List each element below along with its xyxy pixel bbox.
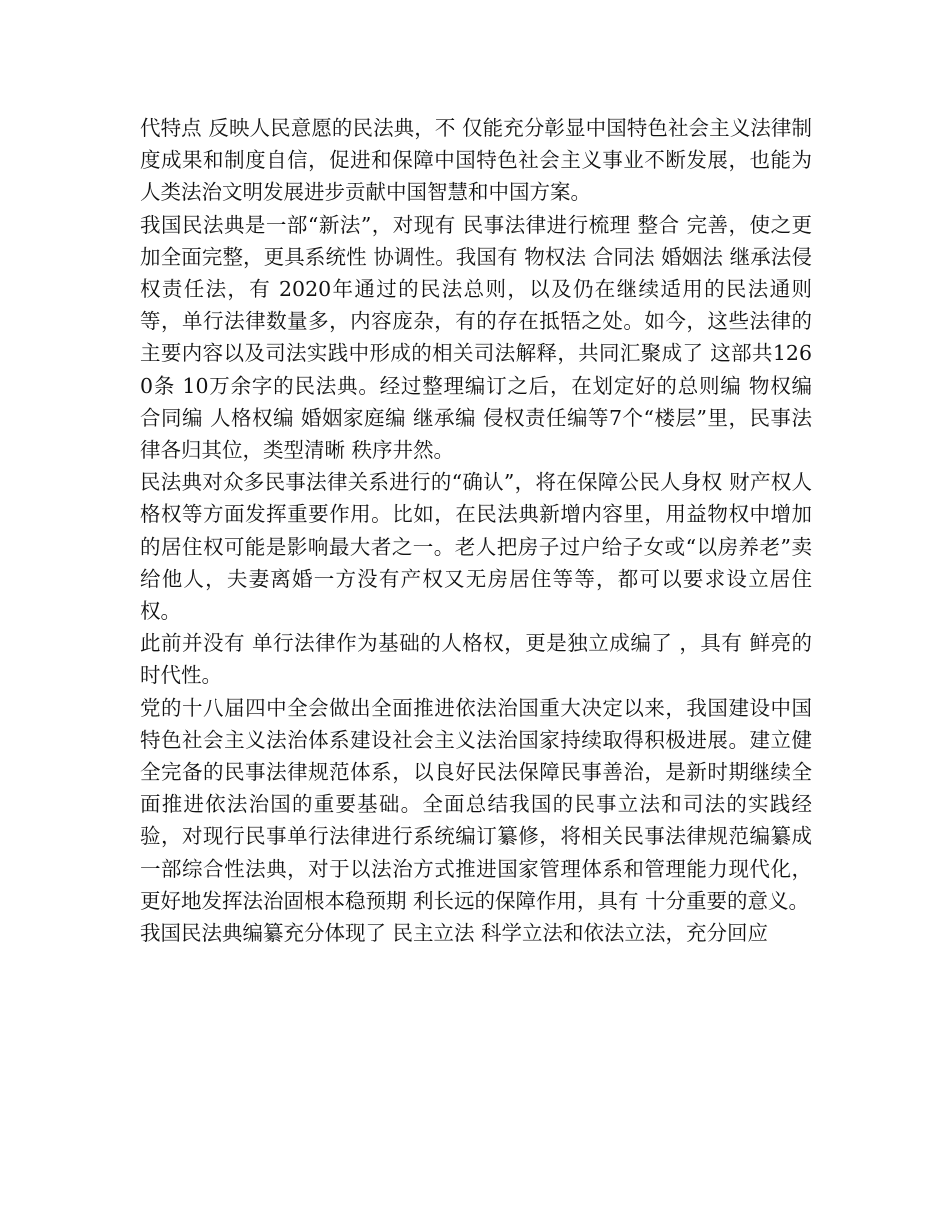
paragraph-4: 此前并没有 单行法律作为基础的人格权，更是独立成编了 ，具有 鲜亮的时代性。: [140, 631, 812, 688]
paragraph-6: 我国民法典编纂充分体现了 民主立法 科学立法和依法立法，充分回应: [140, 921, 769, 946]
document-body: [140, 112, 819, 949]
paragraph-1: 代特点 反映人民意愿的民法典，不 仅能充分彰显中国特色社会主义法律制度成果和制度自信，促进和保障中国特色社会主义事业不断发展，也能为人类法治文明发展进步贡献中国智慧和中国方案。: [140, 116, 812, 205]
paragraph-5: 党的十八届四中全会做出全面推进依法治国重大决定以来，我国建设中国特色社会主义法治体系建设社会主义法治国家持续取得积极进展。建立健全完备的民事法律规范体系，以良好民法保障民事善治，是新时期继续全面推进依法治国的重要基础。全面总结我国的民事立法和司法的实践经验，对现行民事单行法律进行系统编订纂修，将相关民事法律规范编纂成一部综合性法典，对于以法治方式推进国家管理体系和管理能力现代化，更好地发挥法治固根本稳预期 利长远的保障作用，具有 十分重要的意义。: [140, 695, 812, 913]
paragraph-3: 民法典对众多民事法律关系进行的“确认”，将在保障公民人身权 财产权人格权等方面发挥重要作用。比如，在民法典新增内容里，用益物权中增加的居住权可能是影响最大者之一。老人把房子过户给子女或“以房养老”卖给他人，夫妻离婚一方没有产权又无房居住等等，都可以要求设立居住权。: [140, 470, 812, 624]
paragraph-2: 我国民法典是一部“新法”，对现有 民事法律进行梳理 整合 完善，使之更加全面完整，更具系统性 协调性。我国有 物权法 合同法 婚姻法 继承法侵权责任法，有 2020年通过的民法总则，以及仍在继续适用的民法通则等，单行法律数量多，内容庞杂，有的存在抵牾之处。如今，这些法律的主要内容以及司法实践中形成的相关司法解释，共同汇聚成了 这部共1260条 10万余字的民法典。经过整理编订之后，在划定好的总则编 物权编 合同编 人格权编 婚姻家庭编 继承编 侵权责任编等7个“楼层”里，民事法律各归其位，类型清晰 秩序井然。: [140, 212, 819, 463]
